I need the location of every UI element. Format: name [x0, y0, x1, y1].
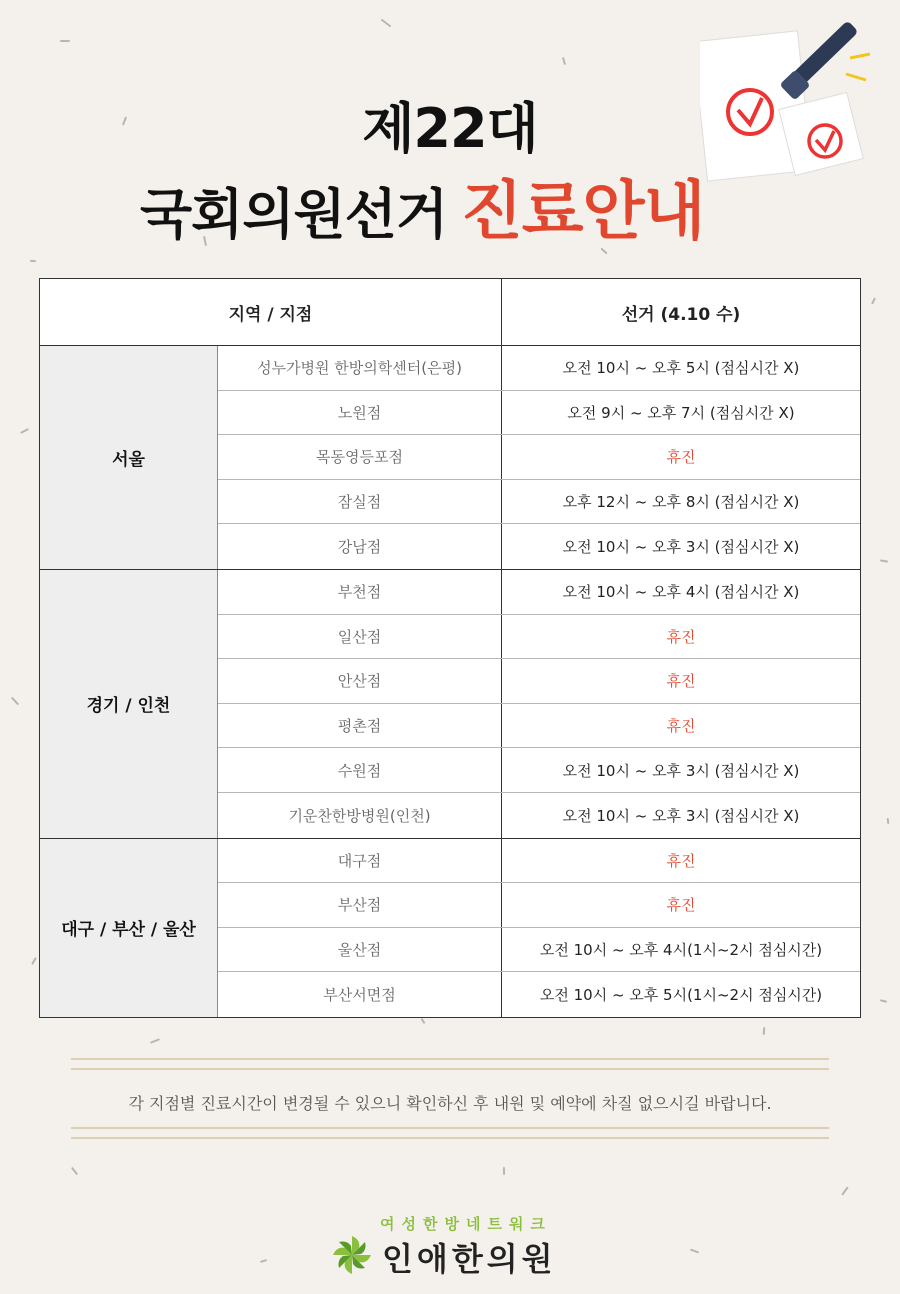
table-row: [218, 704, 860, 749]
divider-top-1: [71, 1058, 829, 1060]
branch-name: 일산점: [218, 615, 502, 659]
paper-speck: [871, 297, 876, 304]
divider-bottom-1: [71, 1127, 829, 1129]
branch-name: 평촌점: [218, 704, 502, 748]
branch-name: 목동영등포점: [218, 435, 502, 479]
region-group: [40, 570, 860, 839]
table-row: [218, 435, 860, 480]
closed-status: 휴진: [666, 672, 696, 691]
table-row: [218, 570, 860, 615]
paper-speck: [503, 1167, 505, 1175]
clinic-hours: 오전 10시 ~ 오후 4시 (점심시간 X): [562, 583, 800, 602]
table-row: [218, 839, 860, 884]
table-row: [218, 391, 860, 436]
region-group: [40, 839, 860, 1017]
branch-name: 대구점: [218, 839, 502, 883]
closed-status: 휴진: [666, 896, 696, 915]
branch-name: 성누가병원 한방의학센터(은평): [218, 346, 502, 390]
clinic-hours: 오전 10시 ~ 오후 4시(1시~2시 점심시간): [539, 941, 823, 960]
branch-name: 울산점: [218, 928, 502, 972]
table-row: [218, 480, 860, 525]
region-label: 대구 / 부산 / 울산: [40, 839, 218, 1017]
paper-speck: [60, 40, 70, 42]
paper-speck: [381, 19, 392, 28]
paper-speck: [880, 999, 887, 1003]
paper-speck: [841, 1186, 848, 1195]
branch-name: 노원점: [218, 391, 502, 435]
paper-speck: [887, 818, 890, 824]
closed-status: 휴진: [666, 851, 696, 870]
page-title-accent: 진료안내: [460, 175, 705, 249]
branch-name: 부산서면점: [218, 972, 502, 1017]
table-row: [218, 748, 860, 793]
paper-speck: [30, 260, 36, 263]
table-row: [218, 524, 860, 569]
table-body: [40, 346, 860, 1017]
paper-speck: [20, 428, 29, 434]
clinic-hours: 오전 9시 ~ 오후 7시 (점심시간 X): [567, 403, 795, 422]
paper-speck: [763, 1027, 766, 1035]
clinic-logo-icon: [331, 1234, 373, 1276]
divider-bottom-2: [71, 1137, 829, 1139]
page-title-text: 국회의원선거: [140, 183, 447, 246]
paper-speck: [31, 957, 37, 965]
table-row: [218, 346, 860, 391]
branch-name: 강남점: [218, 524, 502, 569]
table-header: [40, 279, 860, 346]
paper-speck: [690, 1249, 699, 1254]
clinic-hours: 오전 10시 ~ 오후 3시 (점심시간 X): [562, 761, 800, 780]
clinic-hours: 오전 10시 ~ 오후 5시 (점심시간 X): [562, 359, 800, 378]
paper-speck: [11, 697, 19, 706]
ballot-decoration: [700, 14, 890, 204]
table-row: [218, 883, 860, 928]
branch-name: 수원점: [218, 748, 502, 792]
closed-status: 휴진: [666, 627, 696, 646]
branch-name: 기운찬한방병원(인천): [218, 793, 502, 838]
region-label: 서울: [40, 346, 218, 569]
branch-name: 안산점: [218, 659, 502, 703]
table-row: [218, 659, 860, 704]
paper-speck: [562, 57, 566, 65]
table-row: [218, 928, 860, 973]
table-row: [218, 793, 860, 838]
clinic-hours: 오전 10시 ~ 오후 3시 (점심시간 X): [562, 538, 800, 557]
paper-speck: [421, 1018, 426, 1024]
closed-status: 휴진: [666, 448, 696, 467]
region-group: [40, 346, 860, 570]
logo-name: 인애한의원: [382, 1240, 557, 1278]
paper-speck: [260, 1259, 267, 1263]
region-label: 경기 / 인천: [40, 570, 218, 838]
closed-status: 휴진: [666, 717, 696, 736]
paper-speck: [71, 1167, 78, 1175]
clinic-hours: 오후 12시 ~ 오후 8시 (점심시간 X): [562, 493, 800, 512]
branch-name: 잠실점: [218, 480, 502, 524]
paper-speck: [150, 1038, 160, 1044]
page-title-line1: 제22대: [362, 97, 538, 160]
branch-name: 부산점: [218, 883, 502, 927]
table-row: [218, 615, 860, 660]
header-region-branch: 지역 / 지점: [40, 279, 502, 345]
page-title-line2: [140, 160, 704, 252]
branch-name: 부천점: [218, 570, 502, 614]
notice-text: 각 지점별 진료시간이 변경될 수 있으니 확인하신 후 내원 및 예약에 차질 없으시길 바랍니다.: [128, 1094, 772, 1113]
logo-subtitle: 여성한방네트워크: [380, 1215, 552, 1233]
header-election-day: 선거 (4.10 수): [621, 304, 741, 325]
paper-speck: [880, 559, 888, 562]
clinic-hours: 오전 10시 ~ 오후 3시 (점심시간 X): [562, 806, 800, 825]
clinic-hours-table: [39, 278, 861, 1018]
divider-top-2: [71, 1068, 829, 1070]
table-row: [218, 972, 860, 1017]
clinic-hours: 오전 10시 ~ 오후 5시(1시~2시 점심시간): [539, 986, 823, 1005]
